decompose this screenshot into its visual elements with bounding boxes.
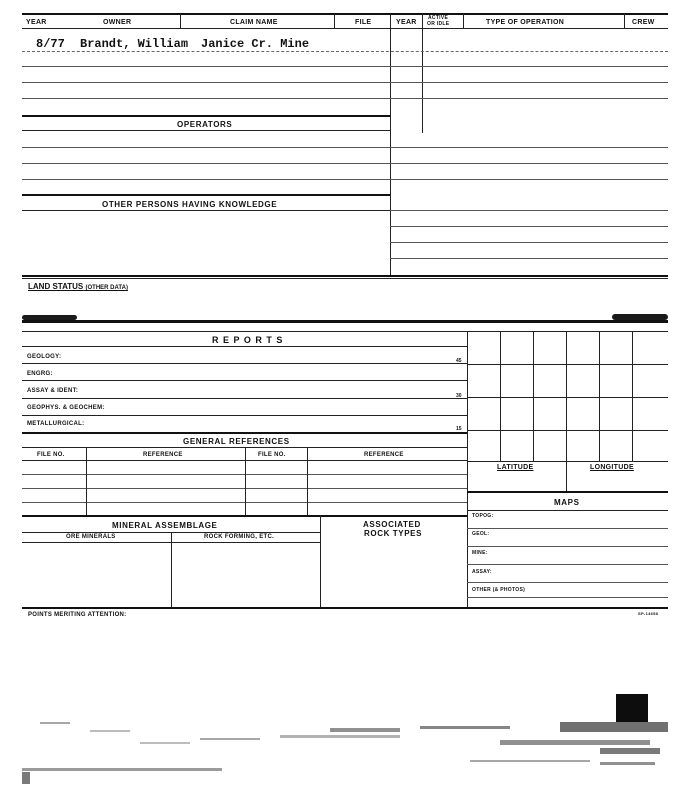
gr-file-no-2: FILE NO. bbox=[258, 452, 286, 458]
longitude-label: LONGITUDE bbox=[590, 464, 634, 471]
header-crew: CREW bbox=[632, 19, 655, 26]
rock-types-label: ROCK TYPES bbox=[364, 529, 423, 538]
entry-claim: Janice Cr. Mine bbox=[201, 37, 310, 51]
header-year2: YEAR bbox=[396, 19, 417, 26]
operators-heading: OPERATORS bbox=[177, 120, 233, 129]
reports-geology: GEOLOGY: bbox=[27, 354, 62, 360]
header-active-idle-1: ACTIVE bbox=[428, 15, 449, 21]
gr-reference-2: REFERENCE bbox=[364, 452, 404, 458]
associated-label: ASSOCIATED bbox=[363, 520, 421, 529]
maps-other: OTHER (& PHOTOS) bbox=[472, 587, 526, 593]
reports-heading: R E P O R T S bbox=[212, 335, 284, 345]
reports-metallurgical-num: 15 bbox=[456, 426, 462, 432]
header-file: FILE bbox=[355, 19, 372, 26]
ore-minerals-label: ORE MINERALS bbox=[66, 534, 116, 540]
header-active-idle-2: OR IDLE bbox=[427, 21, 450, 27]
land-status-sub: (OTHER DATA) bbox=[85, 285, 128, 291]
points-meriting-attention: POINTS MERITING ATTENTION: bbox=[28, 612, 127, 618]
latitude-label: LATITUDE bbox=[497, 464, 534, 471]
header-owner: OWNER bbox=[103, 19, 132, 26]
maps-topog: TOPOG: bbox=[472, 513, 494, 519]
gr-reference-1: REFERENCE bbox=[143, 452, 183, 458]
reports-geophys: GEOPHYS. & GEOCHEM: bbox=[27, 405, 105, 411]
mineral-assemblage-heading: MINERAL ASSEMBLAGE bbox=[112, 521, 218, 530]
rock-forming-label: ROCK FORMING, ETC. bbox=[204, 534, 275, 540]
header-year: YEAR bbox=[26, 19, 47, 26]
maps-geol: GEOL: bbox=[472, 531, 490, 537]
maps-mine: MINE: bbox=[472, 550, 488, 556]
header-type-of-operation: TYPE OF OPERATION bbox=[486, 19, 565, 26]
reports-metallurgical: METALLURGICAL: bbox=[27, 421, 85, 427]
reports-assay: ASSAY & IDENT: bbox=[27, 388, 79, 394]
other-persons-heading: OTHER PERSONS HAVING KNOWLEDGE bbox=[102, 200, 278, 209]
entry-date: 8/77 bbox=[36, 37, 65, 51]
land-status-heading: LAND STATUS bbox=[28, 282, 84, 291]
reports-assay-num: 30 bbox=[456, 393, 462, 399]
maps-assay: ASSAY: bbox=[472, 569, 492, 575]
form-number: SP-14658 bbox=[638, 611, 659, 616]
header-claim-name: CLAIM NAME bbox=[230, 19, 278, 26]
reports-engrg: ENGRG: bbox=[27, 371, 53, 377]
reports-geology-num: 45 bbox=[456, 358, 462, 364]
maps-heading: MAPS bbox=[554, 498, 580, 507]
general-references-heading: GENERAL REFERENCES bbox=[183, 437, 290, 446]
entry-owner: Brandt, William bbox=[80, 37, 189, 51]
gr-file-no-1: FILE NO. bbox=[37, 452, 65, 458]
